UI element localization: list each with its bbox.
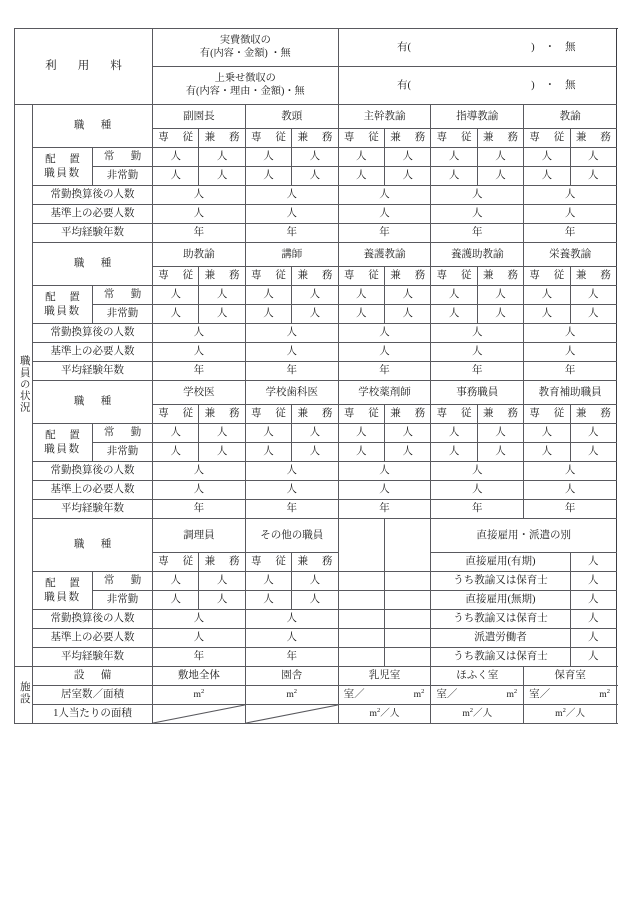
fee-yes-label: 有(	[397, 79, 412, 91]
summary-value-cell[interactable]: 人	[153, 629, 246, 648]
staff-count-row	[15, 167, 617, 186]
summary-row-label: 基準上の必要人数	[33, 205, 153, 224]
staff-count-cell[interactable]: 人	[385, 443, 431, 462]
summary-value-cell[interactable]: 人	[431, 462, 524, 481]
area-cell[interactable]: $m^2$	[153, 686, 246, 705]
room-area-cell[interactable]	[431, 686, 524, 705]
staff-count-cell[interactable]: 人	[524, 167, 570, 186]
staff-count-cell[interactable]: 人	[292, 148, 338, 167]
staff-count-cell[interactable]: 人	[524, 148, 570, 167]
area-unit: $m^2$	[413, 688, 425, 701]
room-area-cell[interactable]	[338, 686, 431, 705]
spacer-cell	[338, 629, 384, 648]
staff-block-header-row	[15, 105, 617, 129]
summary-value-cell[interactable]: 人	[524, 205, 617, 224]
staff-count-cell[interactable]: 人	[292, 591, 338, 610]
employment-status-label: 常 勤	[93, 286, 153, 305]
job-column-header: 副園長	[153, 105, 246, 129]
summary-value-cell[interactable]: 年	[524, 500, 617, 519]
job-column-header: 養護教諭	[338, 243, 431, 267]
facility-column-header: 乳児室	[338, 667, 431, 686]
fee-close-paren: )	[531, 79, 535, 91]
job-type-label: 職 種	[33, 519, 153, 572]
fee-no-label: 無	[565, 41, 576, 53]
staff-count-row	[15, 443, 617, 462]
assignment-subheader: 専 従	[431, 405, 477, 424]
staff-block-header-row	[15, 519, 617, 553]
staff-summary-row	[15, 462, 617, 481]
employment-status-label: 非常勤	[93, 591, 153, 610]
fee-no-label: 無	[565, 79, 576, 91]
facility-column-header: 園舎	[245, 667, 338, 686]
employment-status-label: 常 勤	[93, 148, 153, 167]
staff-count-cell[interactable]: 人	[292, 443, 338, 462]
summary-value-cell[interactable]: 人	[153, 186, 246, 205]
staff-summary-row	[15, 648, 617, 667]
facility-data-row	[15, 705, 617, 724]
employment-value-cell[interactable]: 人	[570, 610, 616, 629]
assignment-subheader: 兼 務	[199, 405, 245, 424]
facility-column-header: ほふく室	[431, 667, 524, 686]
summary-value-cell[interactable]: 人	[524, 186, 617, 205]
staff-count-cell[interactable]: 人	[524, 443, 570, 462]
summary-value-cell[interactable]: 人	[431, 186, 524, 205]
summary-value-cell[interactable]: 人	[524, 462, 617, 481]
staff-count-cell[interactable]: 人	[570, 305, 616, 324]
summary-value-cell[interactable]: 人	[524, 324, 617, 343]
staff-summary-row	[15, 324, 617, 343]
staff-count-cell[interactable]: 人	[524, 286, 570, 305]
staff-count-cell[interactable]: 人	[477, 443, 523, 462]
staff-count-cell[interactable]: 人	[338, 424, 384, 443]
equipment-label: 設 備	[33, 667, 153, 686]
area-per-person-cell[interactable]: $m^2/$人	[338, 705, 431, 724]
staff-count-cell[interactable]: 人	[570, 286, 616, 305]
staff-count-cell[interactable]: 人	[338, 443, 384, 462]
assignment-subheader: 兼 務	[570, 129, 616, 148]
summary-row-label: 常勤換算後の人数	[33, 462, 153, 481]
staff-count-cell[interactable]: 人	[385, 424, 431, 443]
staff-count-cell[interactable]: 人	[245, 167, 291, 186]
job-column-header: 教育補助職員	[524, 381, 617, 405]
staff-count-cell[interactable]: 人	[385, 167, 431, 186]
spacer-cell	[338, 519, 384, 572]
summary-value-cell[interactable]: 人	[153, 481, 246, 500]
fee-separator-dot: ・	[544, 41, 556, 53]
staff-count-cell[interactable]: 人	[431, 305, 477, 324]
staff-section-label: 職員の状況	[15, 105, 33, 667]
spacer-cell	[385, 629, 431, 648]
assignment-subheader: 専 従	[245, 129, 291, 148]
job-column-header: 学校歯科医	[245, 381, 338, 405]
assignment-subheader: 専 従	[338, 129, 384, 148]
spacer-cell	[338, 591, 384, 610]
summary-value-cell[interactable]: 人	[338, 462, 431, 481]
facility-row-label: 居室数／面積	[33, 686, 153, 705]
fee-row	[15, 29, 617, 67]
assignment-subheader: 兼 務	[385, 129, 431, 148]
assignment-subheader: 兼 務	[477, 129, 523, 148]
staff-count-cell[interactable]: 人	[153, 148, 199, 167]
assignment-subheader: 兼 務	[477, 267, 523, 286]
summary-row-label: 平均経験年数	[33, 500, 153, 519]
employment-status-label: 常 勤	[93, 572, 153, 591]
spacer-cell	[385, 591, 431, 610]
summary-value-cell[interactable]: 年	[245, 224, 338, 243]
staff-count-row	[15, 572, 617, 591]
room-area-cell[interactable]	[524, 686, 617, 705]
employment-row-label: うち教諭又は保育士	[431, 610, 570, 629]
summary-row-label: 平均経験年数	[33, 648, 153, 667]
facility-column-header: 敷地全体	[153, 667, 246, 686]
assignment-subheader: 兼 務	[199, 267, 245, 286]
staff-count-cell[interactable]: 人	[385, 305, 431, 324]
job-type-label: 職 種	[33, 381, 153, 424]
employment-row-label: 直接雇用(有期)	[431, 553, 570, 572]
staff-count-cell[interactable]: 人	[524, 305, 570, 324]
staff-count-row	[15, 286, 617, 305]
assignment-subheader: 兼 務	[477, 405, 523, 424]
spacer-cell	[385, 648, 431, 667]
summary-row-label: 基準上の必要人数	[33, 629, 153, 648]
staff-count-cell[interactable]: 人	[431, 443, 477, 462]
employment-value-cell[interactable]: 人	[570, 629, 616, 648]
assignment-subheader: 専 従	[153, 129, 199, 148]
staff-count-cell[interactable]: 人	[153, 572, 199, 591]
staff-count-cell[interactable]: 人	[477, 286, 523, 305]
summary-value-cell[interactable]: 人	[245, 343, 338, 362]
staff-summary-row	[15, 610, 617, 629]
assignment-subheader: 専 従	[524, 405, 570, 424]
fee-separator-dot: ・	[544, 79, 556, 91]
spacer-cell	[338, 610, 384, 629]
job-column-header: 栄養教諭	[524, 243, 617, 267]
assignment-subheader: 兼 務	[292, 267, 338, 286]
room-count-unit: 室／	[529, 689, 551, 701]
employment-status-label: 非常勤	[93, 305, 153, 324]
summary-row-label: 常勤換算後の人数	[33, 610, 153, 629]
assignment-subheader: 専 従	[431, 267, 477, 286]
summary-value-cell[interactable]: 人	[153, 462, 246, 481]
employment-value-cell[interactable]: 人	[570, 572, 616, 591]
area-unit: $m^2$	[506, 688, 518, 701]
facility-header-row	[15, 667, 617, 686]
staff-count-cell[interactable]: 人	[245, 305, 291, 324]
staff-count-cell[interactable]: 人	[245, 286, 291, 305]
facility-section-label: 施設	[15, 667, 33, 724]
summary-value-cell[interactable]: 年	[524, 362, 617, 381]
job-column-header: その他の職員	[245, 519, 338, 553]
summary-row-label: 基準上の必要人数	[33, 343, 153, 362]
staff-count-cell[interactable]: 人	[245, 148, 291, 167]
staff-count-cell[interactable]: 人	[245, 572, 291, 591]
employment-status-label: 非常勤	[93, 167, 153, 186]
placed-staff-label: 配 置 職員数	[33, 148, 93, 186]
assignment-subheader: 専 従	[153, 553, 199, 572]
staff-count-cell[interactable]: 人	[199, 591, 245, 610]
staff-count-row	[15, 305, 617, 324]
area-per-person-cell[interactable]: $m^2/$人	[524, 705, 617, 724]
assignment-subheader: 専 従	[245, 553, 291, 572]
staff-count-cell[interactable]: 人	[292, 572, 338, 591]
employment-row-label: うち教諭又は保育士	[431, 572, 570, 591]
summary-value-cell[interactable]: 人	[153, 343, 246, 362]
assignment-subheader: 兼 務	[292, 129, 338, 148]
employment-value-cell[interactable]: 人	[570, 648, 616, 667]
usage-fee-label: 利 用 料	[15, 29, 153, 105]
assignment-subheader: 専 従	[245, 405, 291, 424]
assignment-subheader: 専 従	[431, 129, 477, 148]
staff-count-cell[interactable]: 人	[338, 286, 384, 305]
staff-count-cell[interactable]: 人	[199, 286, 245, 305]
spacer-cell	[338, 572, 384, 591]
summary-value-cell[interactable]: 人	[431, 324, 524, 343]
employment-status-label: 非常勤	[93, 443, 153, 462]
facility-survey-form	[14, 28, 617, 724]
staff-count-cell[interactable]: 人	[570, 443, 616, 462]
job-column-header: 事務職員	[431, 381, 524, 405]
facility-row-label: 1人当たりの面積	[33, 705, 153, 724]
job-column-header: 学校薬剤師	[338, 381, 431, 405]
summary-value-cell[interactable]: 年	[431, 224, 524, 243]
spacer-cell	[385, 610, 431, 629]
area-unit: $m^2$	[599, 688, 611, 701]
employment-value-cell[interactable]: 人	[570, 591, 616, 610]
staff-count-cell[interactable]: 人	[570, 167, 616, 186]
staff-count-cell[interactable]: 人	[292, 167, 338, 186]
fee-yes-label: 有(	[397, 41, 412, 53]
staff-summary-row	[15, 205, 617, 224]
not-applicable-cell	[245, 705, 338, 724]
staff-count-cell[interactable]: 人	[199, 305, 245, 324]
job-column-header: 指導教諭	[431, 105, 524, 129]
assignment-subheader: 兼 務	[385, 405, 431, 424]
summary-value-cell[interactable]: 人	[245, 205, 338, 224]
summary-value-cell[interactable]: 人	[431, 481, 524, 500]
staff-count-cell[interactable]: 人	[385, 148, 431, 167]
job-type-label: 職 種	[33, 243, 153, 286]
assignment-subheader: 兼 務	[292, 553, 338, 572]
summary-value-cell[interactable]: 人	[153, 205, 246, 224]
assignment-subheader: 兼 務	[570, 267, 616, 286]
summary-value-cell[interactable]: 人	[245, 462, 338, 481]
assignment-subheader: 専 従	[338, 405, 384, 424]
staff-count-cell[interactable]: 人	[338, 148, 384, 167]
staff-count-cell[interactable]: 人	[570, 424, 616, 443]
staff-block-header-row	[15, 381, 617, 405]
staff-count-cell[interactable]: 人	[431, 286, 477, 305]
summary-row-label: 常勤換算後の人数	[33, 186, 153, 205]
staff-count-cell[interactable]: 人	[153, 286, 199, 305]
employment-type-header: 直接雇用・派遣の別	[431, 519, 617, 553]
staff-count-cell[interactable]: 人	[570, 148, 616, 167]
spacer-cell	[385, 572, 431, 591]
summary-value-cell[interactable]: 年	[153, 500, 246, 519]
staff-count-row	[15, 148, 617, 167]
job-column-header: 調理員	[153, 519, 246, 553]
summary-value-cell[interactable]: 年	[524, 224, 617, 243]
assignment-subheader: 専 従	[338, 267, 384, 286]
assignment-subheader: 兼 務	[199, 129, 245, 148]
fee-description: 実費徴収の 有(内容・金額) ・無	[153, 29, 339, 67]
summary-row-label: 基準上の必要人数	[33, 481, 153, 500]
spacer-cell	[338, 648, 384, 667]
employment-row-label: 直接雇用(無期)	[431, 591, 570, 610]
staff-count-cell[interactable]: 人	[153, 424, 199, 443]
staff-count-cell[interactable]: 人	[431, 148, 477, 167]
summary-value-cell[interactable]: 年	[245, 362, 338, 381]
staff-count-cell[interactable]: 人	[153, 443, 199, 462]
assignment-subheader: 専 従	[524, 267, 570, 286]
assignment-subheader: 兼 務	[292, 405, 338, 424]
staff-summary-row	[15, 629, 617, 648]
job-column-header: 教諭	[524, 105, 617, 129]
placed-staff-label: 配 置 職員数	[33, 286, 93, 324]
summary-value-cell[interactable]: 人	[153, 610, 246, 629]
staff-summary-row	[15, 224, 617, 243]
staff-count-cell[interactable]: 人	[153, 591, 199, 610]
fee-answer-field[interactable]	[338, 29, 616, 67]
staff-count-cell[interactable]: 人	[524, 424, 570, 443]
placed-staff-label: 配 置 職員数	[33, 424, 93, 462]
job-column-header: 養護助教諭	[431, 243, 524, 267]
summary-value-cell[interactable]: 人	[431, 205, 524, 224]
assignment-subheader: 専 従	[153, 267, 199, 286]
employment-row-label: 派遣労働者	[431, 629, 570, 648]
staff-count-cell[interactable]: 人	[477, 167, 523, 186]
staff-count-cell[interactable]: 人	[292, 286, 338, 305]
staff-summary-row	[15, 186, 617, 205]
summary-value-cell[interactable]: 人	[245, 610, 338, 629]
assignment-subheader: 兼 務	[199, 553, 245, 572]
area-per-person-cell[interactable]: $m^2/$人	[431, 705, 524, 724]
staff-count-cell[interactable]: 人	[245, 591, 291, 610]
job-column-header: 助教諭	[153, 243, 246, 267]
staff-summary-row	[15, 500, 617, 519]
summary-value-cell[interactable]: 年	[153, 224, 246, 243]
staff-count-cell[interactable]: 人	[153, 167, 199, 186]
summary-value-cell[interactable]: 年	[153, 648, 246, 667]
summary-value-cell[interactable]: 人	[524, 481, 617, 500]
assignment-subheader: 専 従	[245, 267, 291, 286]
staff-count-cell[interactable]: 人	[245, 443, 291, 462]
summary-value-cell[interactable]: 人	[245, 481, 338, 500]
job-column-header: 主幹教諭	[338, 105, 431, 129]
area-cell[interactable]: $m^2$	[245, 686, 338, 705]
job-column-header: 講師	[245, 243, 338, 267]
job-column-header: 教頭	[245, 105, 338, 129]
placed-staff-label: 配 置 職員数	[33, 572, 93, 610]
summary-value-cell[interactable]: 人	[245, 324, 338, 343]
staff-count-cell[interactable]: 人	[477, 424, 523, 443]
facility-column-header: 保育室	[524, 667, 617, 686]
summary-value-cell[interactable]: 年	[338, 362, 431, 381]
assignment-subheader: 兼 務	[570, 405, 616, 424]
summary-value-cell[interactable]: 人	[431, 343, 524, 362]
staff-count-cell[interactable]: 人	[199, 443, 245, 462]
staff-count-cell[interactable]: 人	[245, 424, 291, 443]
staff-count-cell[interactable]: 人	[199, 167, 245, 186]
employment-row-label: うち教諭又は保育士	[431, 648, 570, 667]
summary-value-cell[interactable]: 年	[338, 500, 431, 519]
summary-value-cell[interactable]: 人	[245, 629, 338, 648]
staff-count-cell[interactable]: 人	[153, 305, 199, 324]
room-count-unit: 室／	[436, 689, 458, 701]
staff-summary-row	[15, 481, 617, 500]
employment-status-label: 常 勤	[93, 424, 153, 443]
staff-block-header-row	[15, 243, 617, 267]
staff-count-row	[15, 424, 617, 443]
staff-count-cell[interactable]: 人	[199, 572, 245, 591]
staff-count-row	[15, 591, 617, 610]
staff-summary-row	[15, 362, 617, 381]
staff-count-cell[interactable]: 人	[477, 305, 523, 324]
staff-count-cell[interactable]: 人	[477, 148, 523, 167]
staff-count-cell[interactable]: 人	[431, 167, 477, 186]
summary-value-cell[interactable]: 人	[245, 186, 338, 205]
summary-row-label: 常勤換算後の人数	[33, 324, 153, 343]
staff-count-cell[interactable]: 人	[338, 305, 384, 324]
room-count-unit: 室／	[343, 689, 365, 701]
assignment-subheader: 兼 務	[385, 267, 431, 286]
summary-value-cell[interactable]: 年	[431, 362, 524, 381]
not-applicable-cell	[153, 705, 246, 724]
summary-value-cell[interactable]: 人	[338, 481, 431, 500]
assignment-subheader: 専 従	[153, 405, 199, 424]
staff-count-cell[interactable]: 人	[431, 424, 477, 443]
summary-row-label: 平均経験年数	[33, 224, 153, 243]
staff-count-cell[interactable]: 人	[385, 286, 431, 305]
summary-value-cell[interactable]: 人	[524, 343, 617, 362]
summary-value-cell[interactable]: 人	[338, 324, 431, 343]
summary-value-cell[interactable]: 年	[245, 648, 338, 667]
staff-count-cell[interactable]: 人	[292, 424, 338, 443]
job-column-header: 学校医	[153, 381, 246, 405]
fee-description: 上乗せ徴収の 有(内容・理由・金額)・無	[153, 67, 339, 105]
summary-value-cell[interactable]: 人	[338, 343, 431, 362]
employment-value-cell[interactable]: 人	[570, 553, 616, 572]
summary-value-cell[interactable]: 年	[431, 500, 524, 519]
summary-value-cell[interactable]: 人	[153, 324, 246, 343]
facility-data-row	[15, 686, 617, 705]
assignment-subheader: 専 従	[524, 129, 570, 148]
summary-value-cell[interactable]: 年	[245, 500, 338, 519]
summary-value-cell[interactable]: 年	[153, 362, 246, 381]
job-type-label: 職 種	[33, 105, 153, 148]
summary-value-cell[interactable]: 人	[338, 186, 431, 205]
summary-value-cell[interactable]: 人	[338, 205, 431, 224]
staff-count-cell[interactable]: 人	[199, 424, 245, 443]
fee-answer-field[interactable]	[338, 67, 616, 105]
fee-close-paren: )	[531, 41, 535, 53]
staff-summary-row	[15, 343, 617, 362]
summary-value-cell[interactable]: 年	[338, 224, 431, 243]
staff-count-cell[interactable]: 人	[338, 167, 384, 186]
staff-count-cell[interactable]: 人	[199, 148, 245, 167]
summary-row-label: 平均経験年数	[33, 362, 153, 381]
spacer-cell	[385, 519, 431, 572]
staff-count-cell[interactable]: 人	[292, 305, 338, 324]
